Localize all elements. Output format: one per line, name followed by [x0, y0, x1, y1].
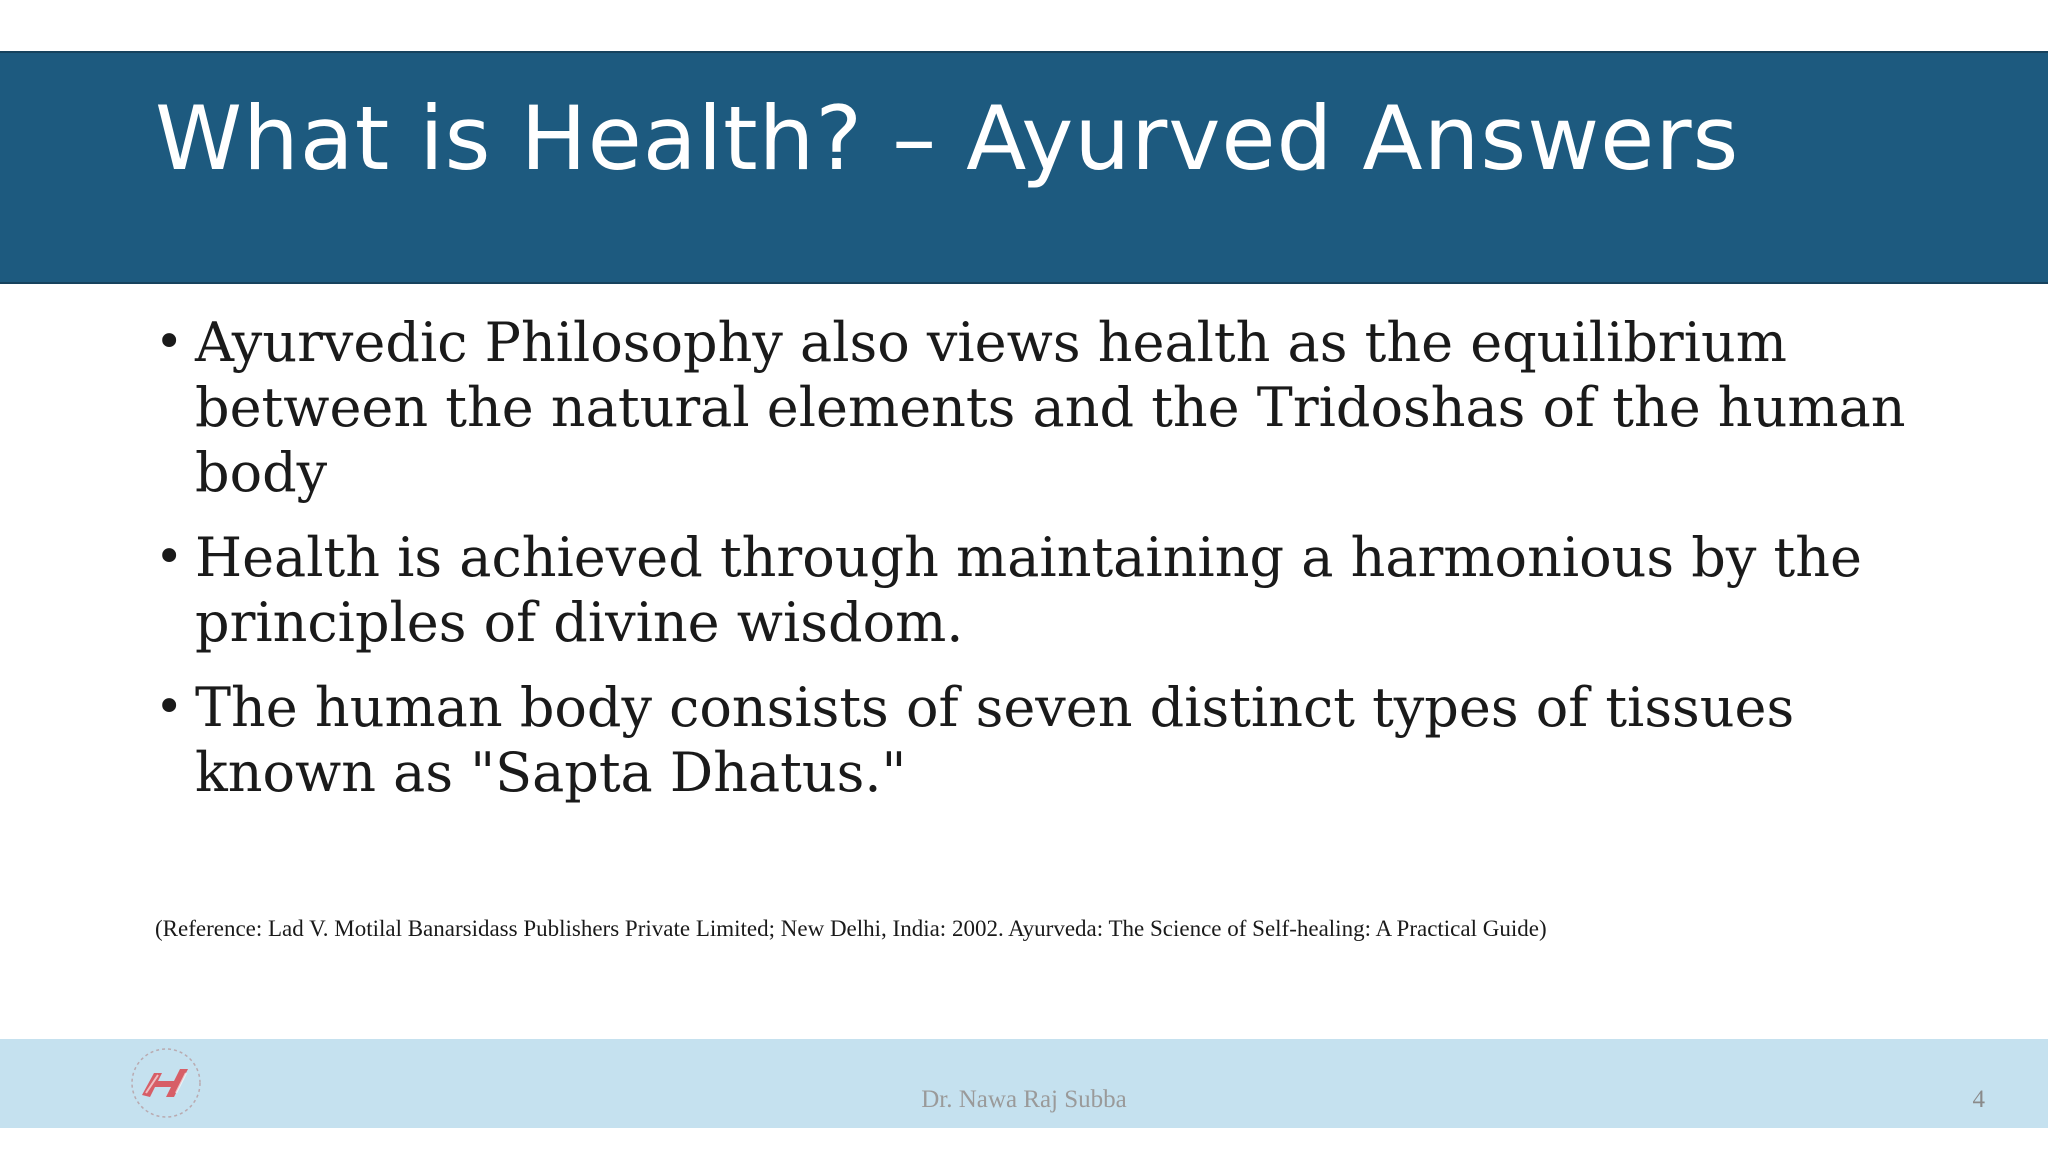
page-number: 4: [1972, 1086, 1985, 1113]
bullet-item: [155, 675, 1955, 805]
bullet-dot-icon: •: [155, 314, 184, 370]
bullet-list: [155, 310, 1955, 825]
footer-bar: [0, 1039, 2048, 1128]
bullet-text: Ayurvedic Philosophy also views health as the equilibrium between the natural elements and the Tridoshas of the human body: [195, 311, 1906, 504]
slide-title: What is Health? – Ayurved Answers: [155, 87, 1740, 190]
bullet-text: The human body consists of seven distinct types of tissues known as "Sapta Dhatus.": [195, 676, 1795, 804]
bullet-dot-icon: •: [155, 529, 184, 585]
bullet-item: [155, 310, 1955, 505]
bullet-item: [155, 525, 1955, 655]
bullet-text: Health is achieved through maintaining a harmonious by the principles of divine wisdom.: [195, 526, 1862, 654]
reference-note: (Reference: Lad V. Motilal Banarsidass Publishers Private Limited; New Delhi, India: 2002. Ayurveda: The Science of Self-healing: A Practical Guide): [155, 916, 1547, 941]
bullet-dot-icon: •: [155, 679, 184, 735]
footer-author: Dr. Nawa Raj Subba: [921, 1086, 1127, 1113]
